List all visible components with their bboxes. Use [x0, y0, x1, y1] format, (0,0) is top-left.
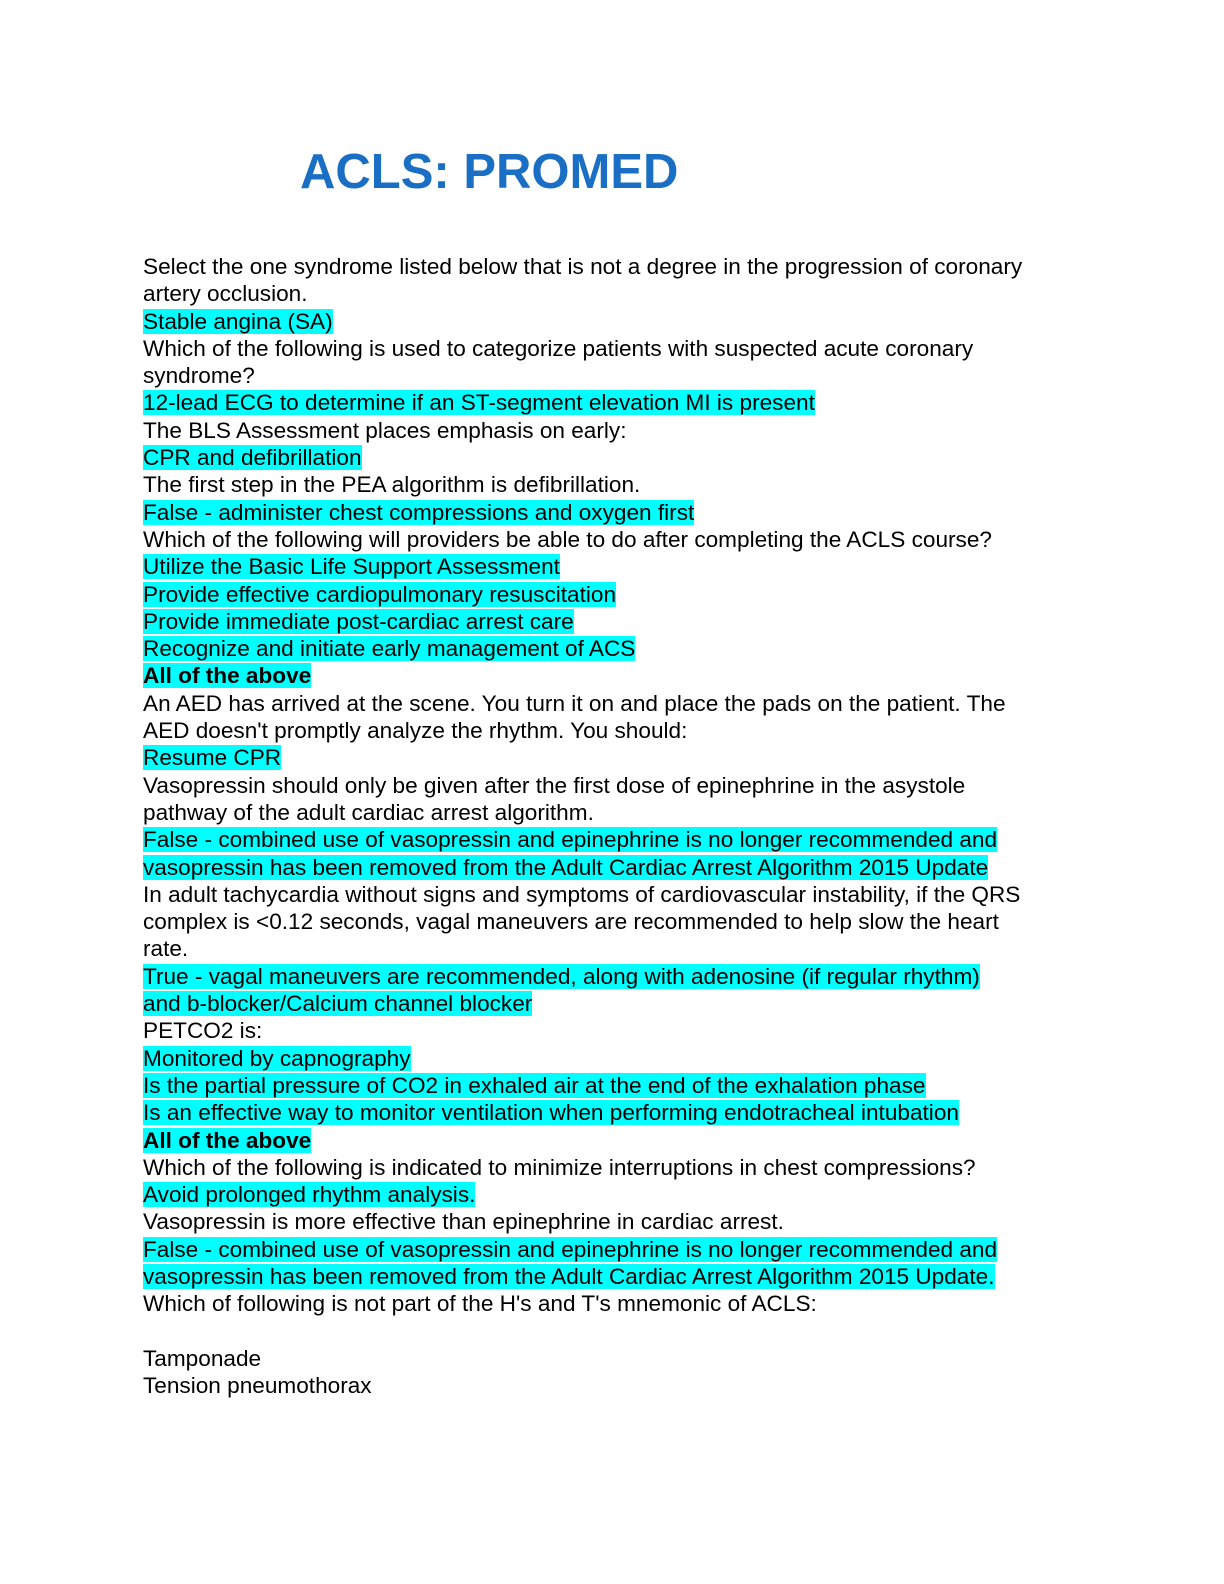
question-text: artery occlusion. [143, 281, 308, 307]
answer-highlight: False - combined use of vasopressin and epinephrine is no longer recommended and [143, 827, 998, 853]
answer-highlight: Is the partial pressure of CO2 in exhaled air at the end of the exhalation phase [143, 1072, 926, 1098]
answer-highlight: Stable angina (SA) [143, 308, 333, 334]
question-text: complex is <0.12 seconds, vagal maneuvers are recommended to help slow the heart [143, 909, 999, 935]
question-text: Which of the following will providers be able to do after completing the ACLS course? [143, 526, 992, 552]
answer-line [143, 1045, 1093, 1072]
question-line [143, 908, 1093, 935]
answer-highlight: False - administer chest compressions and oxygen first [143, 499, 695, 525]
question-line [143, 280, 1093, 307]
answer-highlight: CPR and defibrillation [143, 445, 362, 471]
answer-line [143, 553, 1093, 580]
answer-line [143, 389, 1093, 416]
question-text: Which of following is not part of the H's and T's mnemonic of ACLS: [143, 1291, 817, 1317]
question-text: Vasopressin is more effective than epinephrine in cardiac arrest. [143, 1209, 784, 1235]
answer-line [143, 635, 1093, 662]
question-text: Tamponade [143, 1345, 262, 1371]
document-body [143, 253, 1093, 1399]
answer-highlight: vasopressin has been removed from the Adult Cardiac Arrest Algorithm 2015 Update [143, 854, 989, 880]
answer-line [143, 1127, 1093, 1154]
question-text: The BLS Assessment places emphasis on early: [143, 417, 627, 443]
answer-highlight: Provide effective cardiopulmonary resuscitation [143, 581, 617, 607]
question-text: The first step in the PEA algorithm is defibrillation. [143, 472, 641, 498]
answer-highlight: Utilize the Basic Life Support Assessment [143, 554, 560, 580]
answer-line [143, 1236, 1093, 1263]
answer-highlight: Recognize and initiate early management of ACS [143, 636, 636, 662]
question-line [143, 1290, 1093, 1317]
answer-highlight: False - combined use of vasopressin and epinephrine is no longer recommended and [143, 1236, 998, 1262]
answer-highlight: True - vagal maneuvers are recommended, along with adenosine (if regular rhythm) [143, 963, 980, 989]
answer-line [143, 1072, 1093, 1099]
answer-line [143, 1099, 1093, 1126]
answer-line [143, 581, 1093, 608]
answer-highlight: Resume CPR [143, 745, 282, 771]
question-line [143, 717, 1093, 744]
question-text: syndrome? [143, 363, 255, 389]
answer-line [143, 990, 1093, 1017]
question-line [143, 881, 1093, 908]
answer-line [143, 854, 1093, 881]
answer-highlight: Is an effective way to monitor ventilation when performing endotracheal intubation [143, 1100, 959, 1126]
question-line [143, 1372, 1093, 1399]
question-text: PETCO2 is: [143, 1018, 263, 1044]
answer-line [143, 608, 1093, 635]
question-line [143, 471, 1093, 498]
answer-line [143, 963, 1093, 990]
question-text: Which of the following is indicated to minimize interruptions in chest compressions? [143, 1154, 976, 1180]
question-line [143, 253, 1093, 280]
question-line [143, 690, 1093, 717]
question-line [143, 526, 1093, 553]
question-line [143, 1017, 1093, 1044]
question-line [143, 1208, 1093, 1235]
answer-bold-highlight: All of the above [143, 1127, 312, 1153]
question-text: Select the one syndrome listed below that is not a degree in the progression of coronary [143, 254, 1023, 279]
page-title: ACLS: PROMED [300, 145, 679, 199]
question-line [143, 417, 1093, 444]
answer-highlight: Avoid prolonged rhythm analysis. [143, 1182, 476, 1208]
answer-line [143, 1263, 1093, 1290]
question-text: In adult tachycardia without signs and symptoms of cardiovascular instability, if the QRS [143, 881, 1021, 907]
answer-line [143, 1181, 1093, 1208]
answer-highlight: Monitored by capnography [143, 1045, 411, 1071]
question-line [143, 1154, 1093, 1181]
question-text: An AED has arrived at the scene. You turn it on and place the pads on the patient. The [143, 690, 1006, 716]
question-text: AED doesn't promptly analyze the rhythm. You should: [143, 718, 688, 744]
answer-highlight: and b-blocker/Calcium channel blocker [143, 991, 533, 1017]
answer-line [143, 744, 1093, 771]
answer-highlight: 12-lead ECG to determine if an ST-segment elevation MI is present [143, 390, 815, 416]
question-text: pathway of the adult cardiac arrest algorithm. [143, 799, 594, 825]
answer-line [143, 826, 1093, 853]
answer-highlight: Provide immediate post-cardiac arrest care [143, 608, 574, 634]
answer-line [143, 499, 1093, 526]
question-text: rate. [143, 936, 189, 962]
question-line [143, 772, 1093, 799]
blank-line [143, 1318, 1093, 1345]
question-text: Vasopressin should only be given after the first dose of epinephrine in the asystole [143, 772, 966, 798]
question-line [143, 362, 1093, 389]
answer-highlight: vasopressin has been removed from the Adult Cardiac Arrest Algorithm 2015 Update. [143, 1263, 995, 1289]
answer-line [143, 662, 1093, 689]
question-line [143, 935, 1093, 962]
answer-line [143, 444, 1093, 471]
question-text: Tension pneumothorax [143, 1373, 372, 1399]
question-line [143, 799, 1093, 826]
question-line [143, 1345, 1093, 1372]
question-line [143, 335, 1093, 362]
answer-bold-highlight: All of the above [143, 663, 312, 689]
question-text: Which of the following is used to categorize patients with suspected acute coronary [143, 335, 974, 361]
answer-line [143, 308, 1093, 335]
